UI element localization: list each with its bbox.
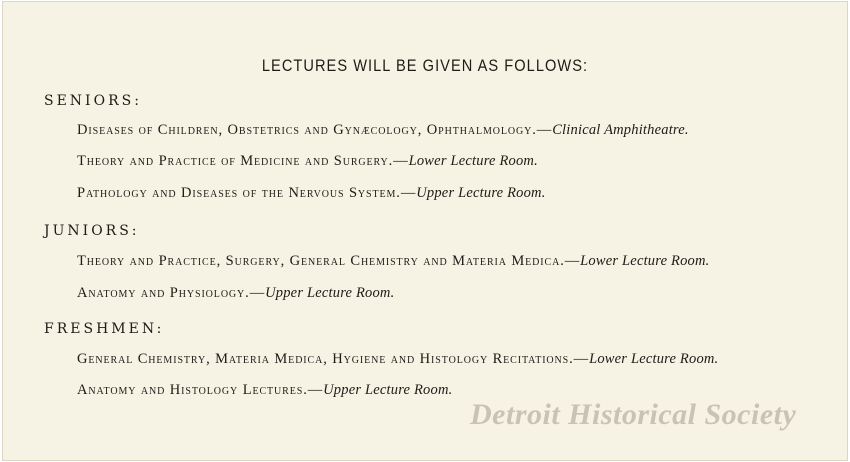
line-subject: Anatomy and Histology Lectures.— <box>77 382 324 398</box>
seniors-heading: SENIORS: <box>44 93 142 109</box>
line-subject: Theory and Practice, Surgery, General Chemistry and Materia Medica.— <box>77 253 581 269</box>
line-subject: Diseases of Children, Obstetrics and Gynæcology, Ophthalmology.— <box>77 122 553 138</box>
juniors-heading: JUNIORS: <box>44 223 140 239</box>
line-place: Upper Lecture Room. <box>416 185 546 201</box>
line-place: Lower Lecture Room. <box>580 253 710 269</box>
line-subject: Pathology and Diseases of the Nervous System.— <box>77 185 417 201</box>
lecture-card <box>2 1 848 461</box>
seniors-line-2 <box>77 153 538 170</box>
seniors-line-3 <box>77 185 546 202</box>
line-place: Upper Lecture Room. <box>323 382 453 398</box>
line-place: Upper Lecture Room. <box>265 285 395 301</box>
card-title: LECTURES WILL BE GIVEN AS FOLLOWS: <box>261 56 589 75</box>
freshmen-heading: FRESHMEN: <box>44 321 165 337</box>
line-place: Clinical Amphitheatre. <box>552 122 689 138</box>
line-subject: Theory and Practice of Medicine and Surgery.— <box>77 153 409 169</box>
freshmen-line-2 <box>77 382 452 399</box>
juniors-line-2 <box>77 285 394 302</box>
line-subject: General Chemistry, Materia Medica, Hygiene and Histology Recitations.— <box>77 351 590 367</box>
juniors-line-1 <box>77 253 709 270</box>
line-place: Lower Lecture Room. <box>589 351 719 367</box>
line-place: Lower Lecture Room. <box>408 153 538 169</box>
line-subject: Anatomy and Physiology.— <box>77 285 266 301</box>
freshmen-line-1 <box>77 351 718 368</box>
seniors-line-1 <box>77 122 689 139</box>
watermark: Detroit Historical Society <box>470 398 797 431</box>
